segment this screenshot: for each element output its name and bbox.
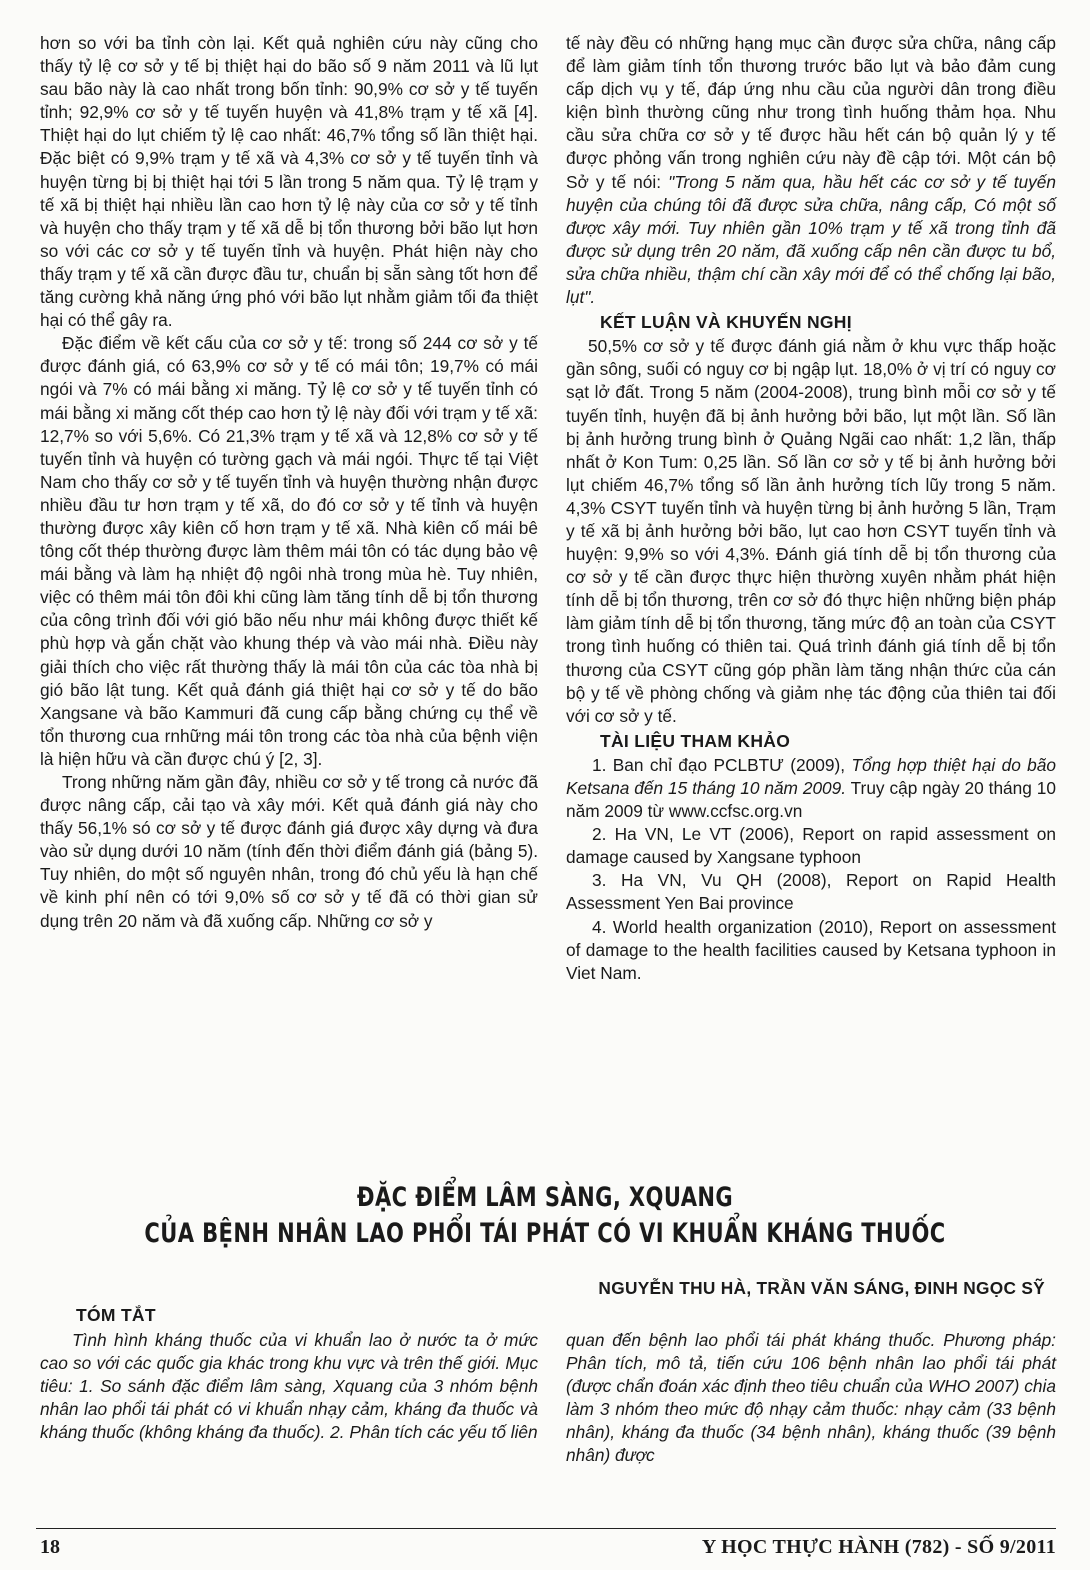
abstract-right xyxy=(566,1329,1056,1468)
abstract-left xyxy=(40,1329,538,1444)
abstract-paragraph: Tình hình kháng thuốc của vi khuẩn lao ở nước ta ở mức cao so với các quốc gia khác trong khu vực và trên thế giới. Mục tiêu: 1. So sánh đặc điểm lâm sàng, Xquang của 3 nhóm bệnh nhân lao phổi tái phát có vi khuẩn nhạy cảm, kháng đa thuốc và kháng thuốc (không kháng đa thuốc). 2. Phân tích các yếu tố liên xyxy=(40,1330,538,1443)
reference-item: 2. Ha VN, Le VT (2006), Report on rapid assessment on damage caused by Xangsane typhoon xyxy=(566,824,1056,868)
footer-rule xyxy=(36,1528,1056,1529)
reference-item: 3. Ha VN, Vu QH (2008), Report on Rapid Health Assessment Yen Bai province xyxy=(566,870,1056,914)
article-authors: NGUYỄN THU HÀ, TRẦN VĂN SÁNG, ĐINH NGỌC SỸ xyxy=(598,1278,1045,1298)
reference-list xyxy=(566,754,1056,985)
right-column xyxy=(566,32,1056,985)
reference-title: Tổng hợp thiệt hại do bão Ketsana đến 15 tháng 10 năm 2009. xyxy=(566,754,1056,798)
article-title xyxy=(120,1180,970,1252)
paragraph-text: tế này đều có những hạng mục cần được sửa chữa, nâng cấp để làm giảm tính tổn thương trước bão lụt và bảo đảm cung cấp dịch vụ y tế, đáp ứng nhu cầu của người dân trong điều kiện bình thường cũng như trong tình huống thảm họa. Nhu cầu sửa chữa cơ sở y tế được hầu hết cán bộ quản lý y tế được phỏng vấn trong nghiên cứu này đề cập tới. Một cán bộ Sở y tế nói: xyxy=(566,33,1056,192)
abstract-paragraph: quan đến bệnh lao phổi tái phát kháng thuốc. Phương pháp: Phân tích, mô tả, tiến cứu 106 bệnh nhân lao phổi tái phát (được chẩn đoán xác định theo tiêu chuẩn của WHO 2007) chia làm 3 nhóm theo mức độ nhạy cảm thuốc: nhạy cảm (33 bệnh nhân), kháng đa thuốc (34 bệnh nhân), kháng thuốc (39 bệnh nhân) được xyxy=(566,1330,1056,1466)
references-heading: TÀI LIỆU THAM KHẢO xyxy=(600,730,791,751)
left-column xyxy=(40,32,538,933)
reference-item xyxy=(566,754,1056,823)
reference-item: 4. World health organization (2010), Report on assessment of damage to the health facilities caused by Ketsana typhoon in Viet Nam. xyxy=(566,916,1056,983)
article-title-line: CỦA BỆNH NHÂN LAO PHỔI TÁI PHÁT CÓ VI KHUẨN KHÁNG THUỐC xyxy=(144,1218,946,1249)
paragraph: Trong những năm gần đây, nhiều cơ sở y tế trong cả nước đã được nâng cấp, cải tạo và xây mới. Kết quả đánh giá này cho thấy 56,1% só cơ sở y tế được đánh giá được xây dựng và đưa vào sử dụng dưới 10 năm (tính đến thời điểm đánh giá (bảng 5). Tuy nhiên, do một số nguyên nhân, trong đó chủ yếu là hạn chế về kinh phí nên có tới 9,0% số cơ sở y tế đã có thời gian sử dụng trên 20 năm và đã xuống cấp. Những cơ sở y xyxy=(40,772,538,931)
reference-text: 1. Ban chỉ đạo PCLBTƯ (2009), xyxy=(592,754,852,775)
page-number: 18 xyxy=(40,1536,60,1558)
reference-text: Truy cập ngày 20 tháng 10 năm 2009 từ www.ccfsc.org.vn xyxy=(566,778,1056,822)
abstract-heading: TÓM TẮT xyxy=(76,1305,156,1325)
interview-quote: "Trong 5 năm qua, hầu hết các cơ sở y tế tuyến huyện của chúng tôi đã được sửa chữa, nâng cấp, Có một số được xây mới. Tuy nhiên gần 10% trạm y tế xã trong tỉnh đã được sử dụng trên 20 năm, đã xuống cấp nên cần được tu bổ, sửa chữa nhiều, thậm chí cần xây mới để có thể chống lại bão, lụt". xyxy=(566,171,1056,308)
journal-name: Y HỌC THỰC HÀNH (782) - SỐ 9/2011 xyxy=(701,1536,1056,1558)
article-title-line: ĐẶC ĐIỂM LÂM SÀNG, XQUANG xyxy=(356,1182,734,1213)
conclusion-paragraph: 50,5% cơ sở y tế được đánh giá nằm ở khu vực thấp hoặc gần sông, suối có nguy cơ bị ngập lụt. 18,0% ở vị trí có nguy cơ sạt lở đất. Trong 5 năm (2004-2008), trung bình mỗi cơ sở y tế tuyến tỉnh, huyện đã bị ảnh hưởng bởi bão, lụt một lần. Số lần bị ảnh hưởng trung bình ở Quảng Ngãi cao nhất: 1,2 lần, thấp nhất ở Kon Tum: 0,25 lần. Số lần cơ sở y tế bị ảnh hưởng bởi lụt chiếm 46,7% tổng số lần ảnh hưởng tích lũy trong 5 năm. 4,3% CSYT tuyến tỉnh và huyện từng bị ảnh hưởng 5 lần, Trạm y tế xã bị ảnh hưởng bởi bão, lụt cao hơn CSYT tuyến tỉnh và huyện: 9,9% so với 4,3%. Đánh giá tính dễ bị tổn thương của cơ sở y tế cần được thực hiện thường xuyên nhằm phát hiện tính dễ bị tổn thương, trên cơ sở đó thực hiện những biện pháp làm giảm tính dễ bị tổn thương, tăng mức độ an toàn của CSYT trong tình huống có thiên tai. Quá trình đánh giá tính dễ bị tổn thương của CSYT cũng góp phần làm tăng nhận thức của cán bộ y tế về phòng chống và giảm nhẹ tác động của thiên tai đối với cơ sở y tế. xyxy=(566,336,1056,726)
paragraph: Đặc điểm về kết cấu của cơ sở y tế: trong số 244 cơ sở y tế được đánh giá, có 63,9% cơ sở y tế có mái tôn; 19,7% có mái ngói và 7% có mái bằng xi măng. Tỷ lệ cơ sở y tế tuyến tỉnh có mái bằng xi măng cốt thép cao hơn tỷ lệ này đối với trạm y tế xã: 12,7% so với 5,6%. Có 21,3% trạm y tế xã và 12,8% cơ sở y tế tuyến tỉnh và huyện có tường gạch và mái ngói. Thực tế tại Việt Nam cho thấy cơ sở y tế tuyến tỉnh và huyện thường nhận được nhiều đầu tư hơn trạm y tế xã, do đó cơ sở y tế tỉnh và huyện thường được xây kiên cố hơn trạm y tế xã. Nhà kiên cố mái bê tông cốt thép thường được làm thêm mái tôn có tác dụng bảo vệ mái bằng và làm hạ nhiệt độ ngôi nhà trong mùa hè. Tuy nhiên, việc có thêm mái tôn đôi khi cũng làm tăng tính dễ bị tổn thương của công trình đối với gió bão nếu như mái không được thiết kế phù hợp và gắn chặt vào khung thép và vào mái nhà. Điều này giải thích cho việc rất thường thấy là mái tôn của các tòa nhà bị gió bão lật tung. Kết quả đánh giá thiệt hại cơ sở y tế do bão Xangsane và bão Kammuri đã cung cấp bằng chứng cụ thể về tổn thương cua rnhững mái tôn trong các tòa nhà của bệnh viện là hiện hữu và cần được chú ý [2, 3]. xyxy=(40,333,538,769)
conclusion-heading: KẾT LUẬN VÀ KHUYẾN NGHỊ xyxy=(600,312,852,333)
paragraph xyxy=(566,32,1056,309)
paragraph: hơn so với ba tỉnh còn lại. Kết quả nghiên cứu này cũng cho thấy tỷ lệ cơ sở y tế bị thiệt hại do bão số 9 năm 2011 và lũ lụt sau bão này là cao nhất trong bốn tỉnh: 90,9% cơ sở y tế tuyến tỉnh; 92,9% cơ sở y tế tuyến huyện và 41,8% trạm y tế xã [4]. Thiệt hại do lụt chiếm tỷ lệ cao nhất: 46,7% tổng số lần thiệt hại. Đặc biệt có 9,9% trạm y tế xã và 4,3% cơ sở y tế tuyến tỉnh và huyện từng bị bị thiệt hại tới 5 lần trong 5 năm qua. Tỷ lệ trạm y tế xã bị thiệt hại nhiều lần cao hơn tỷ lệ này của cơ sở y tế tỉnh và huyện cho thấy trạm y tế xã dễ bị tổn thương bởi bão lụt hơn so với các cơ sở y tế tuyến tỉnh và huyện. Phát hiện này cho thấy trạm y tế xã cần được đầu tư, chuẩn bị sẵn sàng tốt hơn để tăng cường khả năng ứng phó với bão lụt nhằm giảm tối đa thiệt hại có thể gây ra. xyxy=(40,33,538,331)
